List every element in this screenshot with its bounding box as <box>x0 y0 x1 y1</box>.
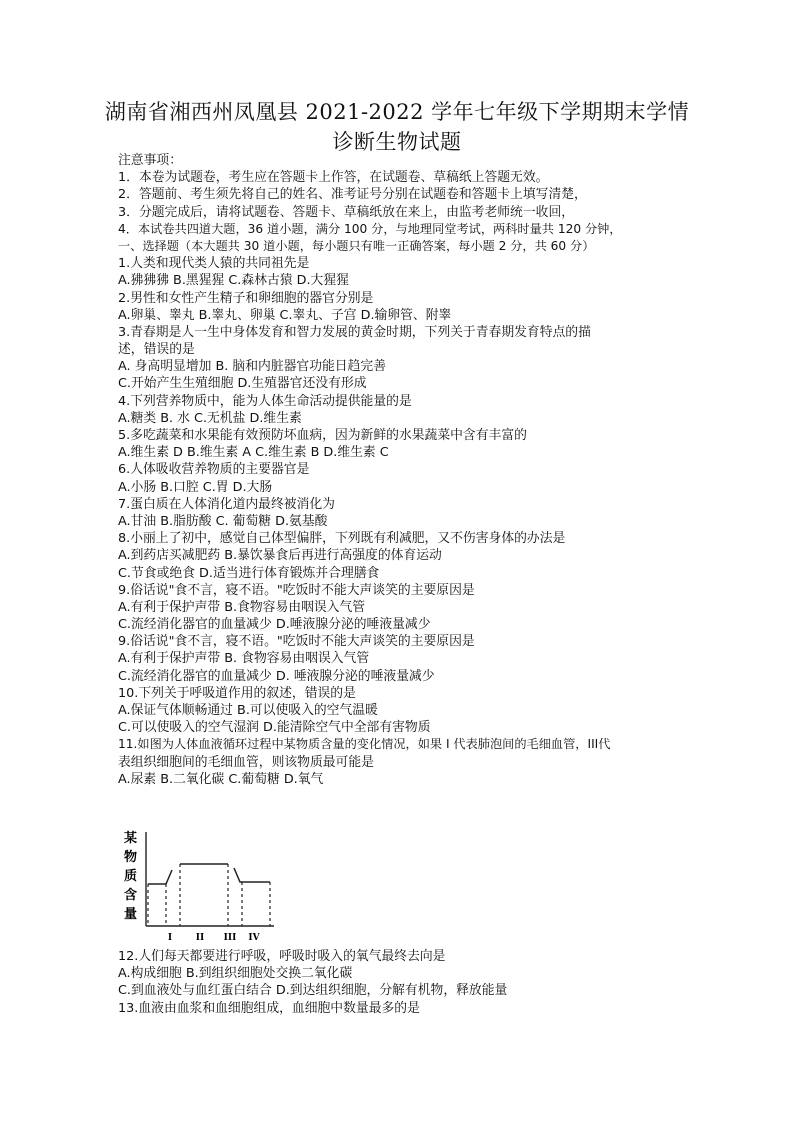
lines-top-line: 9.俗话说"食不言，寝不语。"吃饭时不能大声谈笑的主要原因是 <box>118 634 475 650</box>
lines-top-line: A.有利于保护声带 B. 食物容易由咽误入气管 <box>118 651 370 667</box>
lines-top-line: 2.男性和女性产生精子和卵细胞的器官分别是 <box>118 290 374 306</box>
x-tick-label: III <box>223 933 237 943</box>
lines-top-line: A.维生素 D B.维生素 A C.维生素 B D.维生素 C <box>118 445 389 461</box>
lines-top-line: 1．本卷为试题卷，考生应在答题卡上作答，在试题卷、草稿纸上答题无效。 <box>118 170 549 186</box>
lines-top-line: C.流经消化器官的血量减少 D.唾液腺分泌的唾液量减少 <box>118 617 431 633</box>
lines-top-line: C.可以使吸入的空气湿润 D.能清除空气中全部有害物质 <box>118 720 431 736</box>
lines-top-line: A.有利于保护声带 B.食物容易由咽误入气管 <box>118 599 366 615</box>
lines-top-line: A.甘油 B.脂肪酸 C. 葡萄糖 D.氨基酸 <box>118 513 328 529</box>
substance-content-figure <box>118 826 278 944</box>
lines-bottom-line: 13.血液由血浆和血细胞组成，血细胞中数量最多的是 <box>118 1000 420 1016</box>
lines-top-line: 4.下列营养物质中，能为人体生命活动提供能量的是 <box>118 393 412 409</box>
lines-top-line: 9.俗话说"食不言，寝不语。"吃饭时不能大声谈笑的主要原因是 <box>118 582 475 598</box>
y-axis-label-char: 质 <box>124 869 138 884</box>
lines-bottom-line: A.构成细胞 B.到组织细胞处交换二氧化碳 <box>118 966 353 982</box>
y-axis-label-char: 物 <box>124 850 138 865</box>
lines-top-line: A.保证气体顺畅通过 B.可以使吸入的空气温暖 <box>118 703 378 718</box>
x-tick-label: I <box>167 933 173 943</box>
lines-top-line: 3．分题完成后，请将试题卷、答题卡、草稿纸放在来上，由监考老师统一收回， <box>118 204 575 220</box>
lines-top-line: C.开始产生生殖细胞 D.生殖器官还没有形成 <box>118 376 367 392</box>
lines-top-line: A.小肠 B.口腔 C.胃 D.大肠 <box>118 479 273 495</box>
exam-body-lower <box>118 948 788 1017</box>
x-tick-label: II <box>195 933 205 943</box>
y-axis-label-char: 含 <box>124 888 138 903</box>
lines-top-line: 7.蛋白质在人体消化道内最终被消化为 <box>118 496 335 512</box>
lines-top-line: A.到药店买减肥药 B.暴饮暴食后再进行高强度的体育运动 <box>118 548 442 564</box>
lines-top-line: 11.如图为人体血液循环过程中某物质含量的变化情况，如果 I 代表肺泡间的毛细血管，III代 <box>118 737 611 752</box>
y-axis-label-char: 某 <box>124 831 138 846</box>
lines-top-line: 一、选择题（本大题共 30 道小题，每小题只有唯一正确答案，每小题 2 分，共 60 分） <box>118 238 595 253</box>
lines-top-line: 8.小丽上了初中，感觉自己体型偏胖，下列既有利减肥，又不伤害身体的办法是 <box>118 531 566 547</box>
lines-top-line: 表组织细胞间的毛细血管，则该物质最可能是 <box>118 754 374 770</box>
lines-top-line: C.流经消化器官的血量减少 D. 唾液腺分泌的唾液量减少 <box>118 668 435 684</box>
y-axis-label-char: 量 <box>124 907 138 922</box>
lines-top-line: A.卵巢、睾丸 B.睾丸、卵巢 C.睾丸、子宫 D.输卵管、附睾 <box>118 307 452 323</box>
lines-top-line: A.尿素 B.二氧化碳 C.葡萄糖 D.氧气 <box>118 771 324 787</box>
lines-top-line: 述，错误的是 <box>118 342 195 358</box>
curve-left <box>148 870 172 884</box>
lines-top-line: 10.下列关于呼吸道作用的叙述，错误的是 <box>118 685 356 701</box>
lines-top-line: 1.人类和现代类人猿的共同祖先是 <box>118 256 310 272</box>
lines-bottom-line: C.到血液处与血红蛋白结合 D.到达组织细胞，分解有机物，释放能量 <box>118 983 508 999</box>
lines-top-line: 3.青春期是人一生中身体发育和智力发展的黄金时期，下列关于青春期发育特点的描 <box>118 324 591 340</box>
lines-top-line: 4．本试卷共四道大题，36 道小题，满分 100 分，与地理同堂考试，两科时量共 120 分钟， <box>118 221 622 236</box>
curve-right <box>234 868 270 882</box>
lines-top-line: A. 身高明显增加 B. 脑和内脏器官功能日趋完善 <box>118 359 386 375</box>
lines-top-line: 2．答题前、考生须先将自己的姓名、准考证号分别在试题卷和答题卡上填写清楚， <box>118 187 587 203</box>
lines-top-line: C.节食或绝食 D.适当进行体育锻炼并合理膳食 <box>118 565 380 581</box>
exam-title-line-1: 湖南省湘西州凤凰县 2021-2022 学年七年级下学期期末学情 <box>104 100 690 124</box>
exam-title-line-2: 诊断生物试题 <box>332 130 462 154</box>
x-tick-label: IV <box>248 933 260 943</box>
lines-top-line: A.糖类 B. 水 C.无机盐 D.维生素 <box>118 410 302 426</box>
lines-top-line: A.狒狒狒 B.黑猩猩 C.森林古猿 D.大猩猩 <box>118 273 349 289</box>
lines-bottom-line: 12.人们每天都要进行呼吸，呼吸时吸入的氧气最终去向是 <box>118 949 446 964</box>
exam-body-upper <box>118 152 788 788</box>
lines-top-line: 6.人体吸收营养物质的主要器官是 <box>118 462 310 478</box>
lines-top-line: 注意事项： <box>118 153 182 168</box>
lines-top-line: 5.多吃蔬菜和水果能有效预防坏血病，因为新鲜的水果蔬菜中含有丰富的 <box>118 428 527 443</box>
